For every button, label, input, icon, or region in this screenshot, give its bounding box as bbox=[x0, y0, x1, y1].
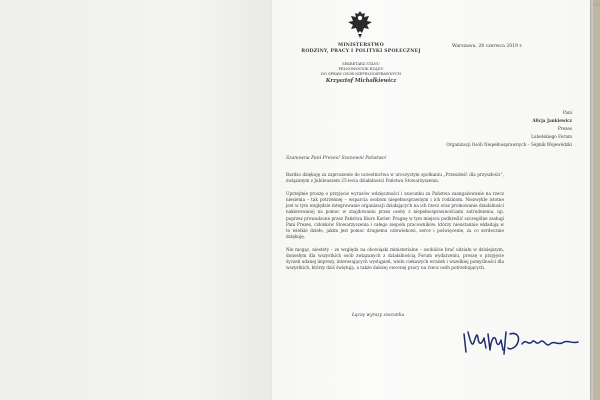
recipient-org-line-1: Lubelskiego Forum bbox=[531, 134, 572, 139]
letter-salutation: Szanowna Pani Prezes! Szanowni Państwo! bbox=[286, 156, 387, 161]
recipient-name: Alicja Jankiewicz bbox=[532, 118, 572, 123]
letter-date: Warszawa, 28 czerwca 2019 r. bbox=[452, 44, 523, 49]
polish-eagle-icon bbox=[347, 9, 373, 39]
ministry-line-1: MINISTERSTWO bbox=[338, 43, 384, 48]
official-name: Krzysztof Michałkiewicz bbox=[325, 78, 397, 84]
paragraph-2: Uprzejmie proszę o przyjęcie wyrazów wdzięczności i szacunku za Państwa zaangażowanie na rzecz niesienia – tak potrzebnej – wsparcia osobom niepełnosprawnym i ich rodzinom. Niezwykle istotne jest w tym względzie integrowanie organizacji działających na ich rzecz oraz promowanie działalności nakierowanej na pomoc w znajdowaniu przez osoby z niepełnosprawnościami zatrudnienia, np. poprzez prowadzone przez Państwa Biuro Karier. Pragnę w tym miejscu podkreślić szczególne zasługi Pani Prezes, członków Stowarzyszenia i całego zespołu pracowników, którzy nieustannie wkładają w to wielkie dzieło, jakim jest pomoc drugiemu człowiekowi, serce i poświęcenie, za co serdecznie dziękuję. bbox=[286, 191, 504, 239]
back-page bbox=[0, 0, 273, 400]
recipient-salutation: Pani bbox=[562, 110, 572, 115]
paragraph-3: Nie mogąc, niestety – ze względu na obowiązki ministerialne – osobiście brać udziału w dzisiejszym, donosłym dla wszystkich osób związanych z działalnością Forum wydarzeniu, proszę o przyjęcie życzeń udanej imprezy, interesujących wystąpień, wielu ciekawych wrażeń i wszelkiej pomyślności dla wszystkich, którzy dziś świętują, a także dalszej owocnej pracy na rzecz osób potrzebujących. bbox=[286, 246, 504, 271]
official-line-1: SEKRETARZ STANU bbox=[342, 62, 380, 66]
ministry-name bbox=[286, 43, 436, 55]
letter-page bbox=[272, 0, 590, 400]
letter-closing: Łączę wyrazy szacunku bbox=[352, 313, 405, 318]
recipient-title: Prezes bbox=[557, 126, 572, 131]
recipient-org-line-2: Organizacji Osób Niepełnosprawnych – Sejmik Wojewódzki bbox=[446, 142, 572, 147]
official-block bbox=[286, 62, 436, 84]
paragraph-1: Bardzo dziękuję za zaproszenie do uczestnictwa w uroczystym spotkaniu „Przeszłość dla przyszłości”, związanym z Jubileuszem 25-lecia działalności Państwa Stowarzyszenia. bbox=[286, 172, 504, 184]
official-line-3: DO SPRAW OSÓB NIEPEŁNOSPRAWNYCH bbox=[321, 72, 401, 76]
letter-body bbox=[286, 172, 504, 278]
official-line-2: PEŁNOMOCNIK RZĄDU bbox=[338, 67, 384, 71]
handwritten-signature bbox=[460, 320, 582, 360]
ministry-line-2: RODZINY, PRACY I POLITYKI SPOŁECZNEJ bbox=[301, 49, 421, 54]
recipient-block bbox=[422, 109, 572, 149]
